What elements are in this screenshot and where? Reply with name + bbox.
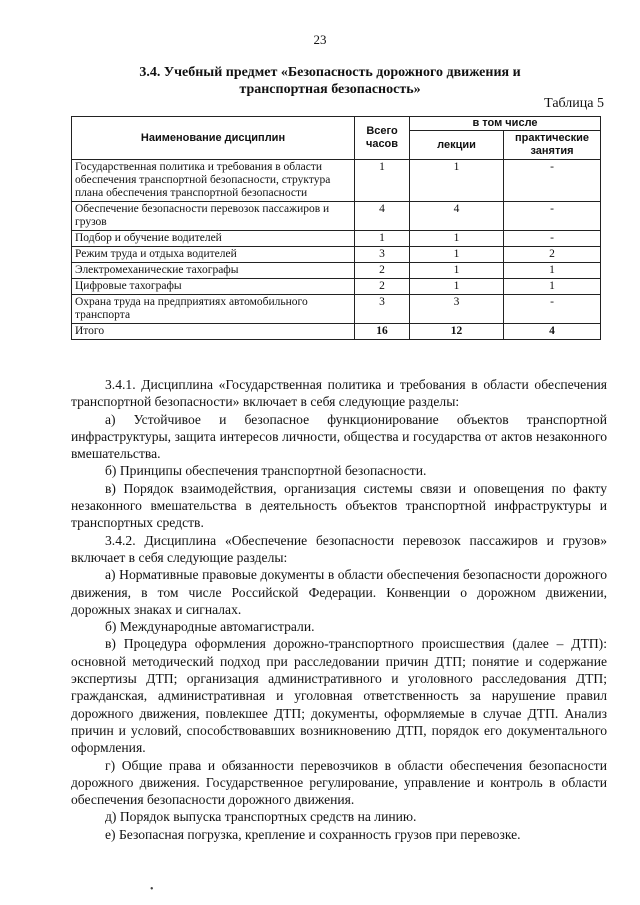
section-title: 3.4. Учебный предмет «Безопасность дорожного движения и транспортная безопасность»	[139, 65, 521, 97]
row-lectures: 1	[410, 247, 504, 263]
total-practice: 4	[504, 324, 601, 340]
row-total: 2	[355, 263, 410, 279]
page-number: 23	[313, 32, 327, 47]
row-name: Цифровые тахографы	[72, 279, 355, 295]
row-total: 2	[355, 279, 410, 295]
table-caption: Таблица 5	[544, 96, 604, 111]
paragraph: е) Безопасная погрузка, крепление и сохранность грузов при перевозке.	[105, 826, 521, 842]
table-header-row	[72, 117, 601, 131]
row-lectures: 1	[410, 160, 504, 202]
row-name: Режим труда и отдыха водителей	[72, 247, 355, 263]
body-text	[71, 376, 607, 843]
row-practice: 2	[504, 247, 601, 263]
row-total: 4	[355, 202, 410, 231]
row-total: 1	[355, 160, 410, 202]
row-practice: -	[504, 231, 601, 247]
row-name: Государственная политика и требования в области обеспечения транспортной безопасности, структура плана обеспечения транспортной безопасности	[72, 160, 355, 202]
header-practice: практические занятия	[504, 131, 601, 160]
scan-mark: •	[150, 884, 154, 895]
paragraph: 3.4.2. Дисциплина «Обеспечение безопасности перевозок пассажиров и грузов» включает в себя следующие разделы:	[71, 532, 607, 565]
total-hours: 16	[355, 324, 410, 340]
paragraph: 3.4.1. Дисциплина «Государственная политика и требования в области обеспечения транспортной безопасности» включает в себя следующие разделы:	[71, 377, 607, 410]
row-total: 1	[355, 231, 410, 247]
row-total: 3	[355, 247, 410, 263]
row-lectures: 3	[410, 295, 504, 324]
paragraph: в) Порядок взаимодействия, организация системы связи и оповещения по факту незаконного вмешательства в деятельность объектов транспортной инфраструктуры и транспортных средств.	[71, 480, 607, 531]
header-including: в том числе	[410, 117, 601, 131]
table-row	[72, 247, 601, 263]
row-practice: 1	[504, 279, 601, 295]
header-total: Всего часов	[355, 117, 410, 160]
table-row	[72, 231, 601, 247]
row-lectures: 4	[410, 202, 504, 231]
paragraph: б) Принципы обеспечения транспортной безопасности.	[105, 463, 427, 479]
row-practice: -	[504, 295, 601, 324]
table-row	[72, 295, 601, 324]
table-row	[72, 263, 601, 279]
paragraph: г) Общие права и обязанности перевозчиков в области обеспечения безопасности дорожного движения. Государственное регулирование, управление и контроль в области обеспечения безопасности дорожного движения.	[71, 757, 607, 808]
paragraph: б) Международные автомагистрали.	[105, 619, 315, 635]
row-lectures: 1	[410, 231, 504, 247]
row-lectures: 1	[410, 279, 504, 295]
table-row	[72, 279, 601, 295]
paragraph: д) Порядок выпуска транспортных средств на линию.	[105, 809, 417, 825]
header-lectures: лекции	[410, 131, 504, 160]
table-row	[72, 202, 601, 231]
total-lectures: 12	[410, 324, 504, 340]
row-name: Обеспечение безопасности перевозок пассажиров и грузов	[72, 202, 355, 231]
row-name: Электромеханические тахографы	[72, 263, 355, 279]
paragraph: а) Нормативные правовые документы в области обеспечения безопасности дорожного движения, в том числе Российской Федерации. Конвенции о дорожном движении, дорожных знаках и сигналах.	[71, 567, 607, 617]
row-practice: -	[504, 202, 601, 231]
table-total-row	[72, 324, 601, 340]
paragraph: в) Процедура оформления дорожно-транспортного происшествия (далее – ДТП): основной методический подход при расследовании причин ДТП; понятие и содержание экспертизы ДТП; организация административного и уголовного расследования ДТП; гражданская, административная и уголовная ответственность за нарушение правил дорожного движения, повлекшее ДТП; документы, оформляемые в случае ДТП. Анализ причин и условий, способствовавших возникновению ДТП, порядок его документального оформления.	[71, 636, 607, 756]
paragraph: а) Устойчивое и безопасное функционирование объектов транспортной инфраструктуры, защита интересов личности, общества и государства от актов незаконного вмешательства.	[71, 411, 607, 462]
row-lectures: 1	[410, 263, 504, 279]
row-total: 3	[355, 295, 410, 324]
row-practice: -	[504, 160, 601, 202]
disciplines-table	[71, 116, 601, 340]
table-row	[72, 160, 601, 202]
row-name: Охрана труда на предприятиях автомобильного транспорта	[72, 295, 355, 324]
row-practice: 1	[504, 263, 601, 279]
total-label: Итого	[72, 324, 355, 340]
row-name: Подбор и обучение водителей	[72, 231, 355, 247]
header-name: Наименование дисциплин	[72, 117, 355, 160]
